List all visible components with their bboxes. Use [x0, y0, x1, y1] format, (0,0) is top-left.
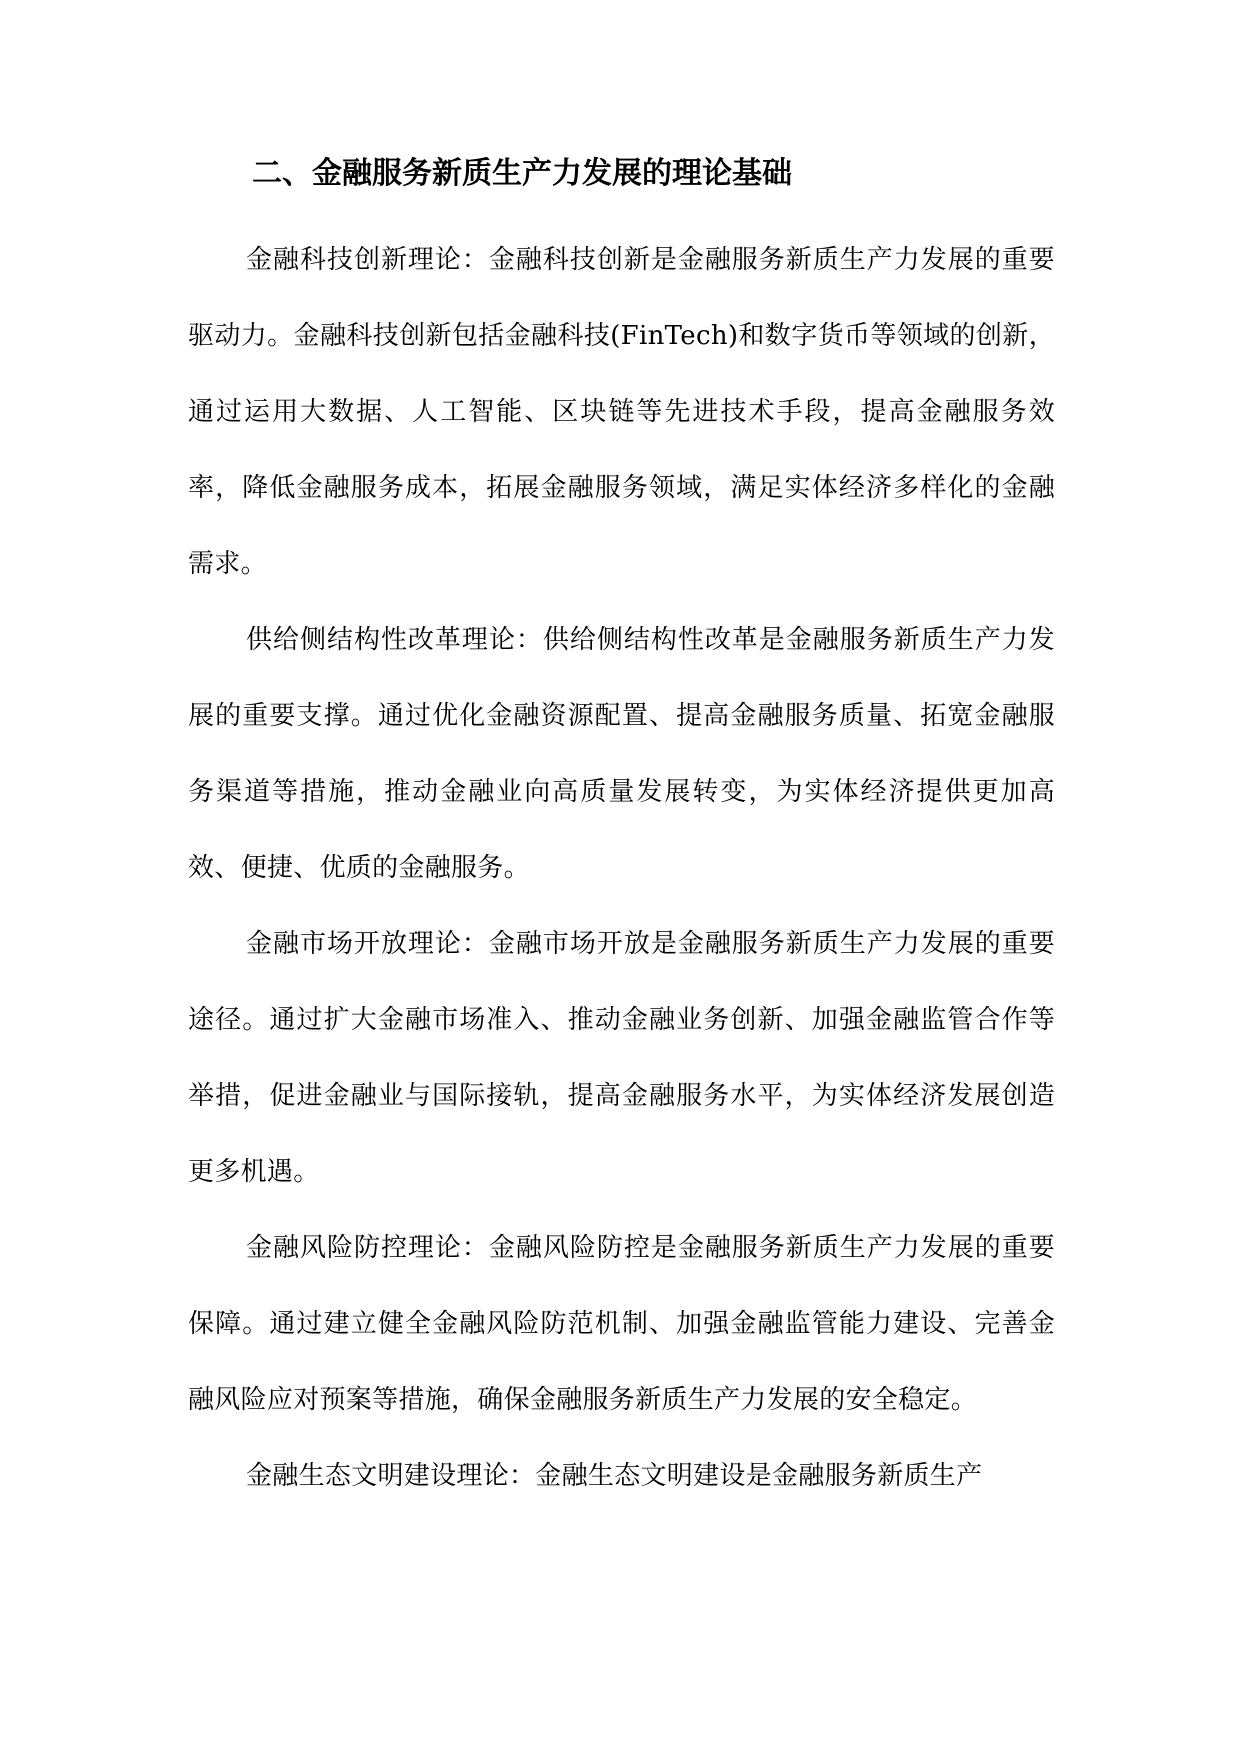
paragraph-risk-control: 金融风险防控理论：金融风险防控是金融服务新质生产力发展的重要保障。通过建立健全金融风险防范机制、加强金融监管能力建设、完善金融风险应对预案等措施，确保金融服务新质生产力发展的安全稳定。: [188, 1233, 1055, 1415]
paragraph-supply-side-reform: 供给侧结构性改革理论：供给侧结构性改革是金融服务新质生产力发展的重要支撑。通过优化金融资源配置、提高金融服务质量、拓宽金融服务渠道等措施，推动金融业向高质量发展转变，为实体经济提供更加高效、便捷、优质的金融服务。: [188, 625, 1055, 883]
document-body: [188, 222, 1055, 1514]
paragraph-ecological-civilization: 金融生态文明建设理论：金融生态文明建设是金融服务新质生产: [246, 1461, 983, 1491]
paragraph-market-opening: 金融市场开放理论：金融市场开放是金融服务新质生产力发展的重要途径。通过扩大金融市场准入、推动金融业务创新、加强金融监管合作等举措，促进金融业与国际接轨，提高金融服务水平，为实体经济发展创造更多机遇。: [188, 929, 1055, 1187]
paragraph-fintech-innovation: 金融科技创新理论：金融科技创新是金融服务新质生产力发展的重要驱动力。金融科技创新包括金融科技(FinTech)和数字货币等领域的创新，通过运用大数据、人工智能、区块链等先进技术手段，提高金融服务效率，降低金融服务成本，拓展金融服务领域，满足实体经济多样化的金融需求。: [188, 245, 1055, 579]
section-heading: 二、金融服务新质生产力发展的理论基础: [252, 156, 792, 191]
